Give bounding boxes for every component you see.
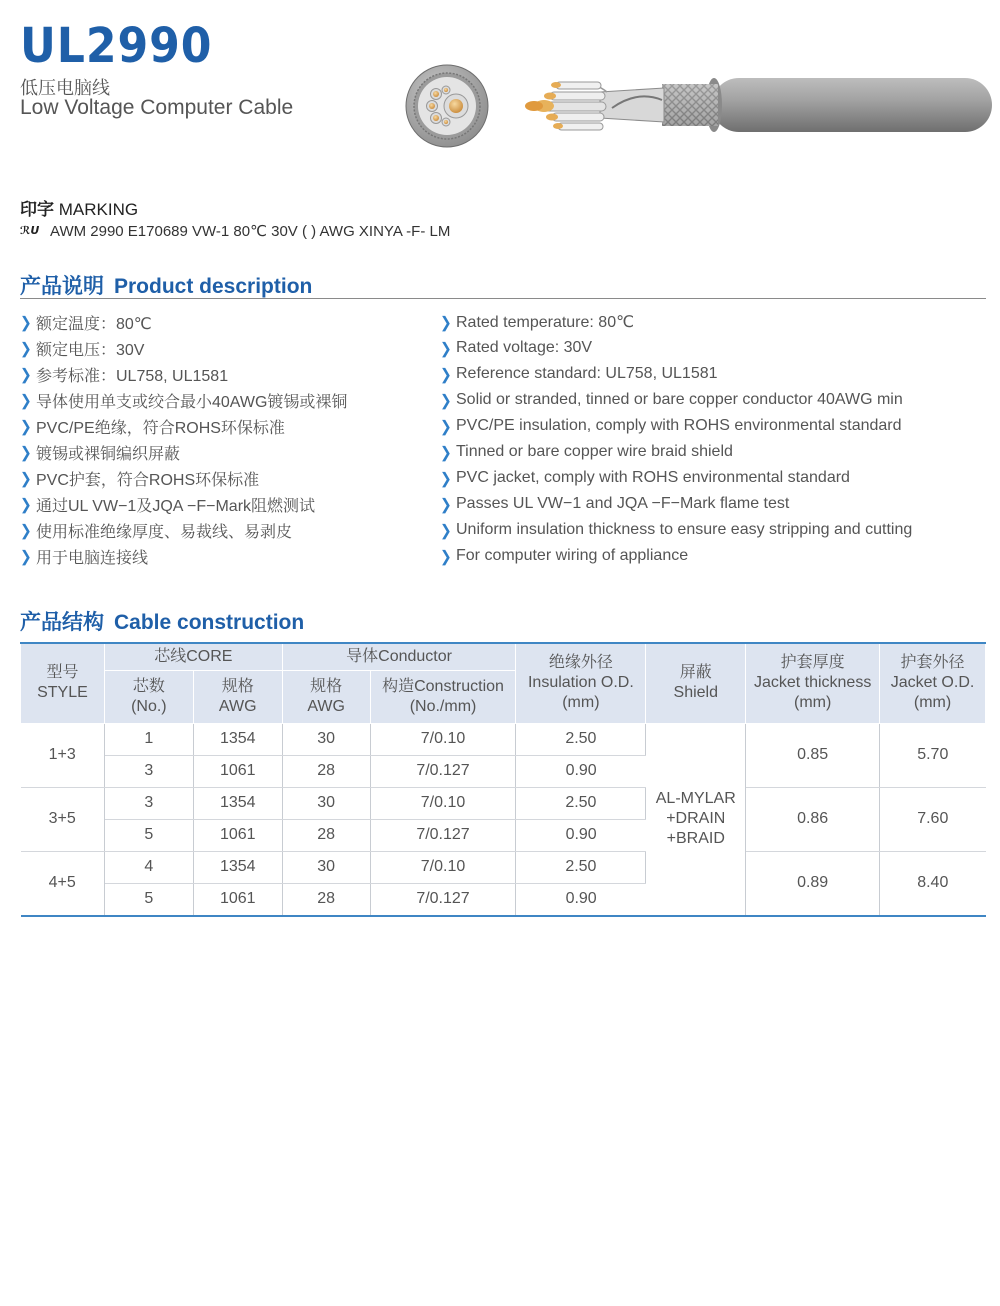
- header-core-group: 芯线CORE: [104, 643, 282, 670]
- list-item: ❯ PVC/PE insulation, comply with ROHS environmental standard: [440, 416, 902, 435]
- jacket-thickness-cell: 0.89: [746, 851, 880, 916]
- marking-heading-en: MARKING: [58, 200, 139, 219]
- chevron-right-icon: ❯: [20, 416, 32, 435]
- chevron-right-icon: ❯: [20, 442, 32, 461]
- jacket-od-cell: 8.40: [880, 851, 986, 916]
- chevron-right-icon: ❯: [20, 546, 32, 565]
- chevron-right-icon: ❯: [20, 364, 32, 383]
- construction-heading-cn: 产品结构: [20, 611, 104, 634]
- cable-side-view: [512, 70, 997, 140]
- list-item: ❯ 用于电脑连接线: [20, 546, 149, 567]
- list-item: ❯ 镀锡或裸铜编织屏蔽: [20, 442, 181, 463]
- table-row: 4+5 4 1354 30 7/0.10 2.50 0.89 8.40: [21, 851, 986, 883]
- model-title: UL2990: [20, 18, 213, 74]
- header-conductor-group: 导体Conductor: [282, 643, 516, 670]
- chevron-right-icon: ❯: [20, 520, 32, 539]
- list-item: ❯ 参考标准：UL758, UL1581: [20, 364, 229, 385]
- list-item: ❯ Rated voltage: 30V: [440, 338, 593, 357]
- construction-heading: [20, 606, 304, 636]
- description-list-cn: [20, 309, 347, 569]
- header-style: 型号 STYLE: [21, 643, 105, 723]
- chevron-right-icon: ❯: [440, 520, 452, 539]
- chevron-right-icon: ❯: [20, 390, 32, 409]
- header-jacket-thickness: 护套厚度 Jacket thickness (mm): [746, 643, 880, 723]
- list-item: ❯ PVC护套，符合ROHS环保标准: [20, 468, 260, 489]
- table-row: 3+5 3 1354 30 7/0.10 2.50 0.86 7.60: [21, 787, 986, 819]
- chevron-right-icon: ❯: [440, 442, 452, 461]
- list-item: ❯ PVC jacket, comply with ROHS environmental standard: [440, 468, 850, 487]
- list-item: ❯ 额定电压：30V: [20, 338, 145, 359]
- cable-cross-section: [405, 64, 489, 148]
- style-cell: 1+3: [21, 723, 105, 787]
- shield-cell: AL-MYLAR +DRAIN +BRAID: [646, 723, 746, 916]
- description-divider: [20, 298, 986, 299]
- description-list-en: [440, 309, 912, 569]
- style-cell: 4+5: [21, 851, 105, 916]
- marking-text: AWM 2990 E170689 VW-1 80℃ 30V ( ) AWG XINYA -F- LM: [50, 223, 451, 240]
- product-name-en: Low Voltage Computer Cable: [20, 96, 294, 119]
- header-conductor-construction: 构造Construction (No./mm): [370, 670, 516, 723]
- marking-heading-cn: 印字: [20, 200, 54, 219]
- header-core-spec: 规格 AWG: [193, 670, 282, 723]
- chevron-right-icon: ❯: [440, 494, 452, 513]
- header-insulation-od: 绝缘外径 Insulation O.D. (mm): [516, 643, 646, 723]
- marking-heading: [20, 195, 138, 220]
- list-item: ❯ PVC/PE绝缘，符合ROHS环保标准: [20, 416, 285, 437]
- list-item: ❯ 额定温度：80℃: [20, 312, 152, 333]
- table-row: 5 1061 28 7/0.127 0.90: [21, 883, 986, 916]
- chevron-right-icon: ❯: [20, 338, 32, 357]
- list-item: ❯ Passes UL VW−1 and JQA −F−Mark flame test: [440, 494, 790, 513]
- chevron-right-icon: ❯: [440, 416, 452, 435]
- header-conductor-awg: 规格 AWG: [282, 670, 370, 723]
- ul-mark-icon: [20, 224, 40, 239]
- header-shield: 屏蔽 Shield: [646, 643, 746, 723]
- description-heading: [20, 270, 312, 300]
- list-item: ❯ Uniform insulation thickness to ensure easy stripping and cutting: [440, 520, 913, 539]
- chevron-right-icon: ❯: [20, 468, 32, 487]
- chevron-right-icon: ❯: [440, 312, 452, 331]
- construction-heading-en: Cable construction: [114, 611, 305, 634]
- list-item: ❯ Tinned or bare copper wire braid shield: [440, 442, 733, 461]
- jacket-thickness-cell: 0.85: [746, 723, 880, 787]
- product-name-cn: 低压电脑线: [20, 78, 110, 98]
- list-item: ❯ 导体使用单支或绞合最小40AWG镀锡或裸铜: [20, 390, 348, 411]
- header-jacket-od: 护套外径 Jacket O.D. (mm): [880, 643, 986, 723]
- chevron-right-icon: ❯: [440, 338, 452, 357]
- chevron-right-icon: ❯: [20, 312, 32, 331]
- chevron-right-icon: ❯: [440, 546, 452, 565]
- jacket-od-cell: 5.70: [880, 723, 986, 787]
- construction-table: [20, 642, 986, 917]
- jacket-od-cell: 7.60: [880, 787, 986, 851]
- svg-text:ℛU: ℛU: [20, 223, 40, 236]
- chevron-right-icon: ❯: [20, 494, 32, 513]
- style-cell: 3+5: [21, 787, 105, 851]
- list-item: ❯ Solid or stranded, tinned or bare copper conductor 40AWG min: [440, 390, 903, 409]
- marking-line: [20, 222, 450, 240]
- list-item: ❯ Reference standard: UL758, UL1581: [440, 364, 718, 383]
- chevron-right-icon: ❯: [440, 468, 452, 487]
- description-heading-cn: 产品说明: [20, 275, 104, 298]
- chevron-right-icon: ❯: [440, 364, 452, 383]
- table-row: 1+3 1 1354 30 7/0.10 2.50 AL-MYLAR +DRAIN +BRAID 0.85 5.70: [21, 723, 986, 755]
- table-row: 5 1061 28 7/0.127 0.90: [21, 819, 986, 851]
- list-item: ❯ 使用标准绝缘厚度、易裁线、易剥皮: [20, 520, 293, 541]
- list-item: ❯ 通过UL VW−1及JQA −F−Mark阻燃测试: [20, 494, 316, 515]
- list-item: ❯ For computer wiring of appliance: [440, 546, 689, 565]
- jacket-thickness-cell: 0.86: [746, 787, 880, 851]
- list-item: ❯ Rated temperature: 80℃: [440, 312, 635, 331]
- chevron-right-icon: ❯: [440, 390, 452, 409]
- description-heading-en: Product description: [114, 275, 313, 298]
- header-core-no: 芯数 (No.): [104, 670, 193, 723]
- table-row: 3 1061 28 7/0.127 0.90: [21, 755, 986, 787]
